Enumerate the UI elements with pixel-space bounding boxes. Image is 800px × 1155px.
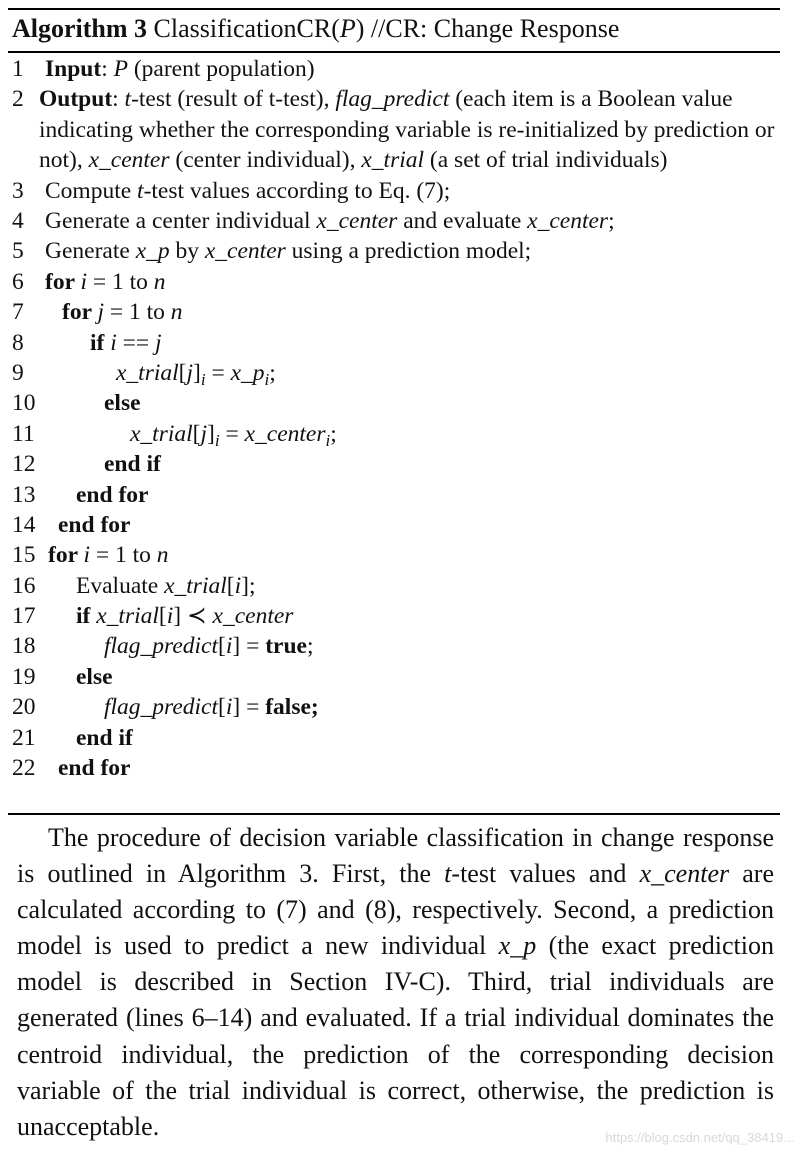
math-var: j	[155, 329, 162, 356]
math-var: x_center	[639, 859, 730, 889]
algorithm-line	[8, 388, 780, 418]
subscript: i	[325, 430, 331, 450]
line-text	[45, 54, 315, 84]
math-var: i	[225, 633, 233, 660]
line-number: 16	[12, 572, 36, 599]
text-fragment: ;	[306, 633, 314, 660]
math-var: x_trial	[116, 359, 179, 386]
text-fragment: ] ≺	[173, 603, 213, 630]
algorithm-line	[8, 510, 780, 540]
text-fragment: -test values and	[451, 859, 640, 889]
keyword: Output	[39, 86, 113, 113]
line-number: 1	[12, 56, 24, 82]
algorithm-line	[8, 753, 780, 783]
keyword: else	[104, 390, 141, 417]
text-fragment: = 1 to	[104, 299, 171, 326]
line-text	[104, 631, 314, 661]
line-number: 21	[12, 724, 36, 751]
math-var: x_center	[244, 420, 326, 447]
text-fragment: (the exact prediction model is described in Section IV-C). Third, trial individuals are generated (lines 6–14) and evaluated. If a trial individual dominates the centroid individual, the prediction of the corresponding decision variable of the trial individual is correct, otherwise, the prediction is unacceptable.	[17, 931, 774, 1141]
line-number: 14	[12, 511, 36, 538]
algorithm-line	[8, 692, 780, 722]
text-fragment: Generate	[45, 238, 136, 265]
math-var: n	[170, 299, 183, 326]
math-var: x_trial	[96, 603, 159, 630]
algorithm-line	[8, 328, 780, 358]
keyword: if	[76, 603, 97, 630]
text-fragment: ]	[193, 359, 201, 386]
text-fragment: ;	[608, 208, 615, 234]
math-var: x_center	[527, 208, 609, 234]
algorithm-line	[8, 540, 780, 570]
text-fragment: = 1 to	[87, 268, 154, 295]
keyword: for	[45, 268, 81, 295]
algorithm-line	[8, 419, 780, 449]
math-var: i	[166, 603, 174, 630]
math-var: i	[225, 694, 233, 721]
line-text	[104, 449, 161, 479]
text-fragment: Evaluate	[76, 572, 165, 599]
algorithm-line	[8, 631, 780, 661]
keyword: for	[48, 542, 84, 569]
line-text	[90, 328, 162, 358]
text-fragment: [	[178, 359, 187, 386]
keyword: if	[90, 329, 111, 356]
line-number: 3	[12, 177, 24, 204]
line-number: 9	[12, 359, 24, 386]
line-text	[62, 297, 183, 327]
line-number: 18	[12, 633, 36, 660]
body-paragraph	[17, 820, 774, 1145]
algorithm-name-suffix: ) //CR: Change Response	[355, 14, 620, 43]
math-var: P	[113, 56, 128, 82]
keyword: end for	[76, 481, 149, 508]
text-fragment: (each item is a Boolean value indicating whether the corresponding variable is re-initialized by prediction or not),	[39, 86, 775, 174]
line-number: 8	[12, 329, 24, 356]
text-fragment: =	[205, 359, 231, 386]
text-fragment: ]	[207, 420, 215, 447]
line-text	[45, 206, 615, 236]
line-number: 7	[12, 299, 24, 326]
math-var: x_center	[88, 147, 170, 174]
keyword: true	[265, 633, 307, 660]
line-text	[39, 84, 780, 175]
keyword: end if	[76, 724, 133, 751]
algorithm-line	[8, 236, 780, 266]
line-number: 19	[12, 663, 36, 690]
text-fragment: Generate a center individual	[45, 208, 317, 234]
math-var: x_p	[498, 931, 537, 961]
algorithm-line	[8, 267, 780, 297]
line-text	[58, 753, 130, 783]
math-var: i	[80, 268, 87, 295]
text-fragment: are calculated according to (7) and (8), respectively. Second, a prediction model is used to predict a new individual	[17, 859, 774, 961]
algorithm-line	[8, 84, 780, 175]
algorithm-line	[8, 601, 780, 631]
text-fragment: -test (result of t-test),	[131, 86, 336, 113]
algorithm-line	[8, 54, 780, 84]
text-fragment: [	[218, 694, 226, 721]
text-fragment: [	[158, 603, 167, 630]
text-fragment: -test values according to Eq. (7);	[143, 177, 451, 204]
header-rule	[8, 51, 780, 53]
line-number: 10	[12, 390, 36, 417]
math-var: x_p	[135, 238, 170, 265]
text-fragment: (parent population)	[127, 56, 315, 82]
keyword: end for	[58, 511, 131, 538]
algorithm-line	[8, 176, 780, 206]
algorithm-line	[8, 358, 780, 388]
algorithm-param: P	[339, 14, 356, 43]
text-fragment: ==	[116, 329, 156, 356]
line-number: 5	[12, 238, 24, 265]
algorithm-label: Algorithm 3	[12, 14, 148, 43]
math-var: x_center	[212, 603, 294, 630]
text-fragment: =	[219, 420, 245, 447]
top-rule	[8, 8, 780, 10]
math-var: j	[186, 359, 194, 386]
text-fragment: [	[218, 633, 226, 660]
keyword: false;	[265, 694, 319, 721]
text-fragment: ;	[330, 420, 337, 447]
text-fragment: (a set of trial individuals)	[424, 147, 668, 174]
line-text	[45, 236, 531, 266]
line-number: 6	[12, 268, 24, 295]
text-fragment: [	[226, 572, 235, 599]
line-text	[76, 571, 255, 601]
text-fragment: using a prediction model;	[285, 238, 532, 265]
text-fragment: ] =	[232, 694, 266, 721]
line-number: 17	[12, 603, 36, 630]
algorithm-line	[8, 206, 780, 236]
math-var: x_trial	[130, 420, 193, 447]
text-fragment: and evaluate	[397, 208, 528, 234]
line-number: 15	[12, 542, 36, 569]
math-var: t	[444, 859, 452, 889]
math-var: t	[137, 177, 144, 204]
subscript: i	[214, 430, 220, 450]
algorithm-line	[8, 571, 780, 601]
text-fragment: by	[169, 238, 205, 265]
text-fragment: = 1 to	[90, 542, 157, 569]
math-var: flag_predict	[335, 86, 450, 113]
line-text	[76, 662, 113, 692]
text-fragment: The procedure of decision variable classification in change response is outlined in Algorithm 3. First, the	[17, 823, 774, 889]
line-number: 12	[12, 451, 36, 478]
line-text	[104, 692, 319, 722]
math-var: flag_predict	[104, 633, 219, 660]
algorithm-line	[8, 297, 780, 327]
math-var: i	[110, 329, 117, 356]
line-text	[76, 601, 293, 631]
algorithm-line	[8, 662, 780, 692]
math-var: i	[83, 542, 90, 569]
keyword: Input	[45, 56, 102, 82]
math-var: x_trial	[164, 572, 227, 599]
subscript: i	[264, 369, 270, 389]
math-var: x_trial	[361, 147, 425, 174]
keyword: for	[62, 299, 98, 326]
line-text	[104, 388, 141, 418]
keyword: else	[76, 663, 113, 690]
line-text	[45, 176, 450, 206]
algorithm-lines	[8, 54, 780, 783]
keyword: end for	[58, 755, 131, 782]
line-number: 13	[12, 481, 36, 508]
keyword: end if	[104, 451, 161, 478]
text-fragment: :	[101, 56, 114, 82]
math-var: i	[234, 572, 242, 599]
subscript: i	[200, 369, 206, 389]
text-fragment: [	[192, 420, 201, 447]
text-fragment: ];	[241, 572, 256, 599]
text-fragment: Compute	[45, 177, 138, 204]
math-var: flag_predict	[104, 694, 219, 721]
algorithm-line	[8, 449, 780, 479]
watermark: https://blog.csdn.net/qq_38419...	[605, 1130, 794, 1145]
math-var: x_p	[230, 359, 265, 386]
algorithm-line	[8, 480, 780, 510]
math-var: n	[153, 268, 166, 295]
text-fragment: ] =	[232, 633, 266, 660]
line-text	[58, 510, 130, 540]
math-var: j	[200, 420, 208, 447]
algorithm-line	[8, 723, 780, 753]
line-number: 2	[12, 86, 24, 113]
math-var: t	[124, 86, 132, 113]
line-number: 22	[12, 755, 36, 782]
text-fragment: (center individual),	[169, 147, 362, 174]
math-var: x_center	[316, 208, 398, 234]
algorithm-title	[12, 12, 619, 46]
line-number: 11	[12, 420, 35, 447]
math-var: n	[156, 542, 169, 569]
bottom-rule	[8, 813, 780, 815]
line-text	[45, 267, 166, 297]
line-number: 20	[12, 694, 36, 721]
line-text	[48, 540, 169, 570]
line-number: 4	[12, 208, 24, 234]
text-fragment: ;	[269, 359, 276, 386]
math-var: j	[97, 299, 104, 326]
line-text	[76, 723, 133, 753]
math-var: x_center	[204, 238, 286, 265]
line-text	[76, 480, 148, 510]
algorithm-name-prefix: ClassificationCR(	[153, 14, 340, 43]
text-fragment: :	[112, 86, 125, 113]
